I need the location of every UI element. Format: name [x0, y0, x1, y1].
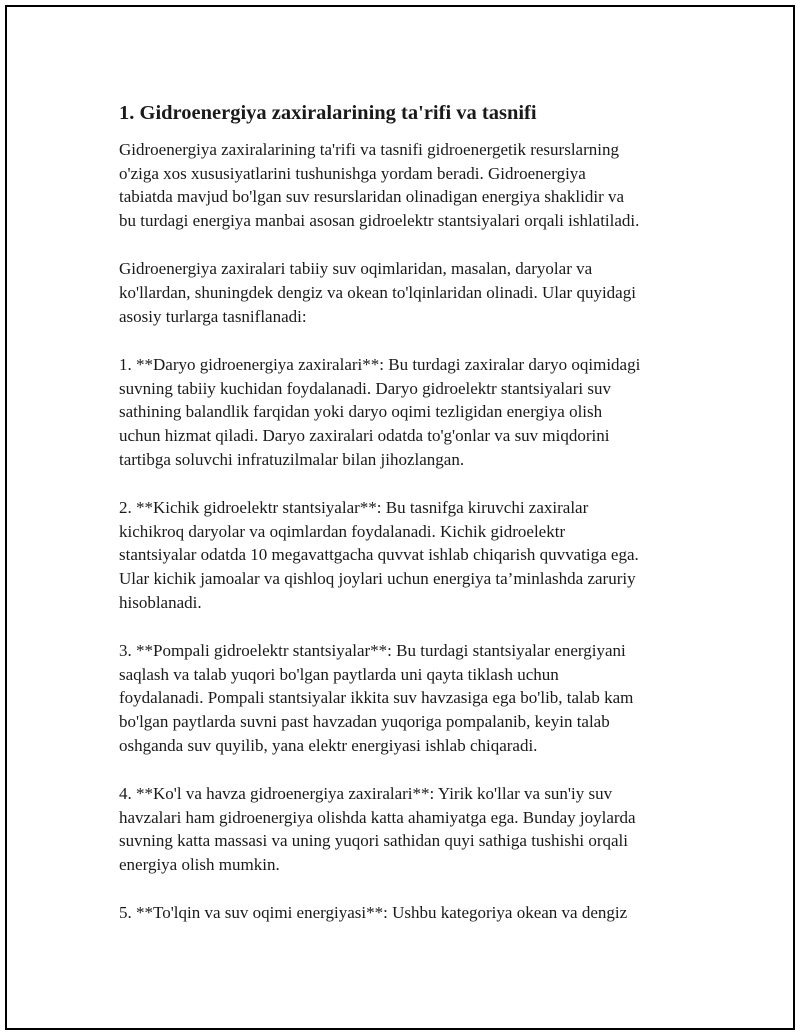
text-line: sathining balandlik farqidan yoki daryo oqimi tezligidan energiya olish	[119, 402, 603, 422]
text-line: stantsiyalar odatda 10 megavattgacha quvvat ishlab chiqarish quvvatiga ega.	[119, 545, 639, 565]
paragraph-item-2	[119, 496, 699, 615]
text-line: 4. **Ko'l va havza gidroenergiya zaxiralari**: Yirik ko'llar va sun'iy suv	[119, 783, 613, 803]
text-line: energiya olish mumkin.	[119, 855, 280, 875]
text-line: 3. **Pompali gidroelektr stantsiyalar**: Bu turdagi stantsiyalar energiyani	[119, 640, 626, 660]
paragraph-item-3	[119, 639, 699, 758]
paragraph-item-1	[119, 353, 699, 472]
paragraph-item-5	[119, 901, 699, 925]
text-line: 2. **Kichik gidroelektr stantsiyalar**: Bu tasnifga kiruvchi zaxiralar	[119, 497, 589, 517]
text-line: havzalari ham gidroenergiya olishda katta ahamiyatga ega. Bunday joylarda	[119, 807, 636, 827]
text-line: kichikroq daryolar va oqimlardan foydalanadi. Kichik gidroelektr	[119, 521, 566, 541]
text-line: saqlash va talab yuqori bo'lgan paytlarda uni qayta tiklash uchun	[119, 664, 559, 684]
document-body	[119, 100, 699, 949]
text-line: ko'llardan, shuningdek dengiz va okean to'lqinlaridan olinadi. Ular quyidagi	[119, 283, 636, 303]
page-frame	[5, 5, 795, 1030]
text-line: suvning tabiiy kuchidan foydalanadi. Daryo gidroelektr stantsiyalari suv	[119, 378, 611, 398]
text-line: 5. **To'lqin va suv oqimi energiyasi**: Ushbu kategoriya okean va dengiz	[119, 903, 628, 923]
text-line: hisoblanadi.	[119, 592, 202, 612]
paragraph-item-4	[119, 782, 699, 877]
text-line: suvning katta massasi va uning yuqori sathidan quyi sathiga tushishi orqali	[119, 831, 628, 851]
text-line: asosiy turlarga tasniflanadi:	[119, 306, 307, 326]
text-line: Gidroenergiya zaxiralarining ta'rifi va tasnifi gidroenergetik resurslarning	[119, 140, 619, 159]
text-line: bo'lgan paytlarda suvni past havzadan yuqoriga pompalanib, keyin talab	[119, 712, 610, 732]
text-line: oshganda suv quyilib, yana elektr energiyasi ishlab chiqaradi.	[119, 735, 538, 755]
text-line: o'ziga xos xususiyatlarini tushunishga yordam beradi. Gidroenergiya	[119, 163, 586, 183]
text-line: uchun hizmat qiladi. Daryo zaxiralari odatda to'g'onlar va suv miqdorini	[119, 426, 610, 446]
paragraph-sources	[119, 257, 699, 328]
text-line: Gidroenergiya zaxiralari tabiiy suv oqimlaridan, masalan, daryolar va	[119, 259, 593, 279]
paragraph-intro	[119, 138, 699, 233]
text-line: 1. **Daryo gidroenergiya zaxiralari**: Bu turdagi zaxiralar daryo oqimidagi	[119, 354, 641, 374]
text-line: foydalanadi. Pompali stantsiyalar ikkita suv havzasiga ega bo'lib, talab kam	[119, 688, 634, 708]
document-title: 1. Gidroenergiya zaxiralarining ta'rifi va tasnifi	[119, 102, 537, 124]
text-line: tartibga soluvchi infratuzilmalar bilan jihozlangan.	[119, 449, 465, 469]
text-line: bu turdagi energiya manbai asosan gidroelektr stantsiyalari orqali ishlatiladi.	[119, 211, 640, 231]
text-line: tabiatda mavjud bo'lgan suv resurslaridan olinadigan energiya shaklidir va	[119, 187, 625, 207]
text-line: Ular kichik jamoalar va qishloq joylari uchun energiya ta’minlashda zaruriy	[119, 569, 636, 589]
